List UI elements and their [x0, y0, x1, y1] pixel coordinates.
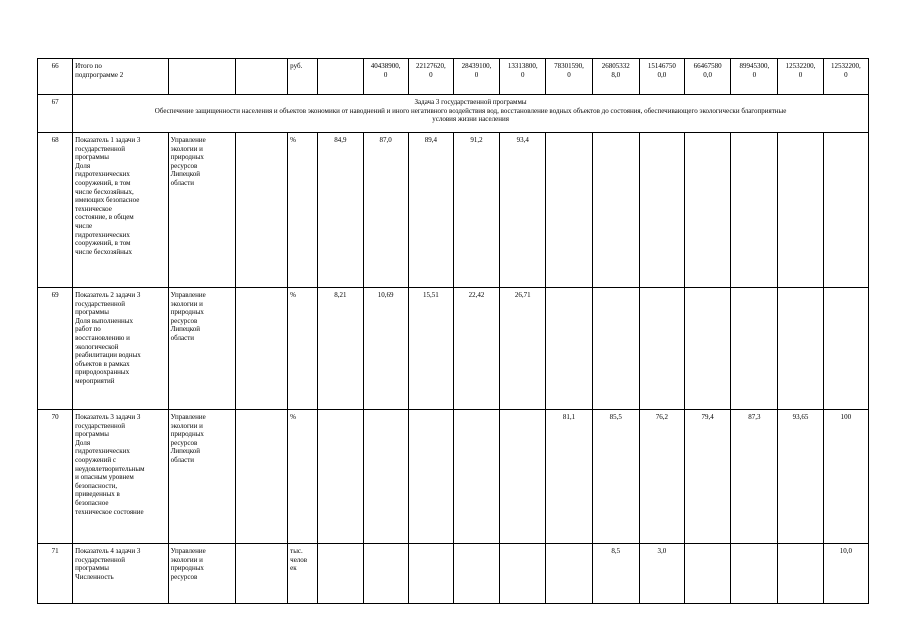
row-number: 66 [38, 59, 73, 95]
value-cell [453, 544, 499, 604]
value-cell [592, 133, 639, 288]
value-cell [685, 544, 731, 604]
value-cell: 15146750 0,0 [639, 59, 684, 95]
value-cell [546, 133, 592, 288]
value-cell [685, 133, 731, 288]
value-cell: 89,4 [408, 133, 453, 288]
table-row-71 [38, 544, 869, 604]
value-cell [408, 410, 453, 544]
value-cell: 81,1 [546, 410, 592, 544]
value-cell [453, 410, 499, 544]
value-cell [778, 288, 823, 410]
indicator-name: Итого по подпрограмме 2 [73, 59, 168, 95]
value-cell: 10,69 [363, 288, 408, 410]
value-cell: 15,51 [408, 288, 453, 410]
table-row-66 [38, 59, 869, 95]
empty-cell [235, 133, 287, 288]
value-cell [318, 544, 363, 604]
empty-cell [235, 288, 287, 410]
value-cell [731, 133, 778, 288]
value-cell: 26805332 8,0 [592, 59, 639, 95]
value-cell: 66467580 0,0 [685, 59, 731, 95]
value-cell [639, 288, 684, 410]
value-cell [318, 59, 363, 95]
value-cell: 26,71 [500, 288, 546, 410]
value-cell [363, 544, 408, 604]
task-header [73, 95, 869, 133]
value-cell: 91,2 [453, 133, 499, 288]
executor [168, 59, 235, 95]
table-row-67 [38, 95, 869, 133]
value-cell: 8,21 [318, 288, 363, 410]
executor: Управление экологии и природных ресурсов Липецкой области [168, 288, 235, 410]
executor: Управление экологии и природных ресурсов Липецкой области [168, 410, 235, 544]
value-cell [408, 544, 453, 604]
value-cell: 10,0 [823, 544, 868, 604]
row-number: 68 [38, 133, 73, 288]
value-cell: 93,65 [778, 410, 823, 544]
value-cell: 78301590, 0 [546, 59, 592, 95]
value-cell [546, 288, 592, 410]
value-cell: 76,2 [639, 410, 684, 544]
task-title: Задача 3 государственной программы [414, 98, 527, 106]
indicator-name: Показатель 4 задачи 3 государственной программы Численность [73, 544, 168, 604]
value-cell: 85,5 [592, 410, 639, 544]
value-cell [778, 544, 823, 604]
value-cell [778, 133, 823, 288]
empty-cell [235, 410, 287, 544]
value-cell: 8,5 [592, 544, 639, 604]
empty-cell [235, 59, 287, 95]
document-page [37, 58, 869, 640]
value-cell [639, 133, 684, 288]
executor: Управление экологии и природных ресурсов [168, 544, 235, 604]
value-cell: 12532200, 0 [823, 59, 868, 95]
value-cell: 87,0 [363, 133, 408, 288]
value-cell: 84,9 [318, 133, 363, 288]
row-number: 71 [38, 544, 73, 604]
value-cell [823, 133, 868, 288]
value-cell: 22127620, 0 [408, 59, 453, 95]
value-cell [500, 410, 546, 544]
value-cell: 79,4 [685, 410, 731, 544]
unit: руб. [288, 59, 318, 95]
row-number: 70 [38, 410, 73, 544]
unit: % [288, 410, 318, 544]
executor: Управление экологии и природных ресурсов Липецкой области [168, 133, 235, 288]
value-cell [363, 410, 408, 544]
value-cell: 12532200, 0 [778, 59, 823, 95]
unit: тыс. челов ек [288, 544, 318, 604]
value-cell [731, 544, 778, 604]
value-cell [546, 544, 592, 604]
value-cell [500, 544, 546, 604]
value-cell: 3,0 [639, 544, 684, 604]
value-cell: 93,4 [500, 133, 546, 288]
value-cell [685, 288, 731, 410]
row-number: 67 [38, 95, 73, 133]
value-cell: 40438900, 0 [363, 59, 408, 95]
indicators-table [37, 58, 869, 604]
value-cell: 100 [823, 410, 868, 544]
table-row-68 [38, 133, 869, 288]
value-cell [823, 288, 868, 410]
indicator-name: Показатель 2 задачи 3 государственной программы Доля выполненных работ по восстановлению и экологической реабилитации водных объектов в рамках природоохранных мероприятий [73, 288, 168, 410]
unit: % [288, 133, 318, 288]
value-cell [592, 288, 639, 410]
value-cell: 89945300, 0 [731, 59, 778, 95]
table-row-69 [38, 288, 869, 410]
indicator-name: Показатель 3 задачи 3 государственной программы Доля гидротехнических сооружений с неудовлетворительным и опасным уровнем безопасности, приведенных в безопасное техническое состояние [73, 410, 168, 544]
value-cell: 28439100, 0 [453, 59, 499, 95]
value-cell: 13313800, 0 [500, 59, 546, 95]
row-number: 69 [38, 288, 73, 410]
empty-cell [235, 544, 287, 604]
task-description: Обеспечение защищенности населения и объектов экономики от наводнений и иного негативного воздействия вод, восстановление водных объектов до состояния, обеспечивающего экологически благоприятные условия жизни населения [154, 106, 787, 124]
value-cell: 22,42 [453, 288, 499, 410]
value-cell: 87,3 [731, 410, 778, 544]
table-row-70 [38, 410, 869, 544]
value-cell [318, 410, 363, 544]
indicator-name: Показатель 1 задачи 3 государственной программы Доля гидротехнических сооружений, в том числе бесхозяйных, имеющих безопасное техническое состояние, в общем числе гидротехнических сооружений, в том числе бесхозяйных [73, 133, 168, 288]
unit: % [288, 288, 318, 410]
value-cell [731, 288, 778, 410]
